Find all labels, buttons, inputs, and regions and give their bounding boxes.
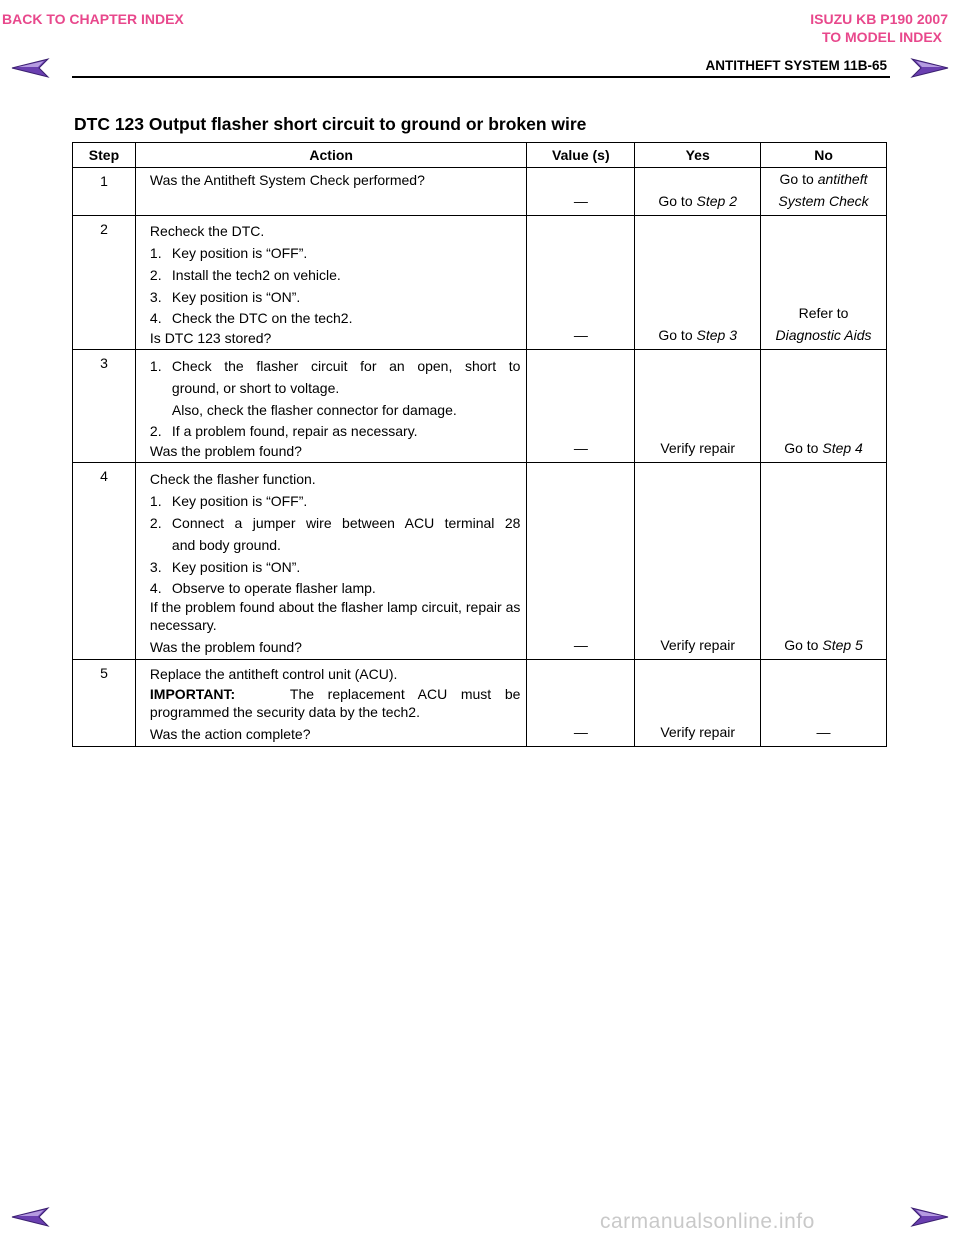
list-text: Key position is “ON”. — [171, 289, 301, 305]
back-to-chapter-index-link[interactable]: BACK TO CHAPTER INDEX — [2, 11, 184, 27]
yes-cell: Verify repair — [635, 463, 761, 660]
important-text: The replacement ACU must be programmed the security data by the tech2. — [149, 686, 521, 720]
list-text: Connect a jumper wire between ACU terminal 28 — [171, 515, 521, 531]
header-no: No — [761, 143, 887, 168]
list-number: 4. — [149, 580, 162, 596]
table-row-step-5 — [73, 660, 887, 747]
value-cell: — — [527, 660, 635, 747]
yes-cell: Verify repair — [635, 350, 761, 463]
no-cell — [761, 168, 887, 216]
list-text: Check the DTC on the tech2. — [171, 310, 353, 326]
model-title-link[interactable]: ISUZU KB P190 2007 — [810, 11, 948, 27]
step-number: 2 — [73, 216, 136, 350]
list-item — [150, 355, 521, 377]
no-step-link[interactable]: Step 4 — [822, 440, 863, 456]
no-prefix: Go to — [779, 171, 818, 187]
header-divider — [72, 76, 890, 78]
list-item — [150, 490, 521, 512]
list-item — [150, 264, 521, 286]
table-row-step-1 — [73, 168, 887, 216]
header-yes: Yes — [635, 143, 761, 168]
list-text: If a problem found, repair as necessary. — [171, 423, 418, 439]
list-number: 3. — [149, 289, 162, 305]
yes-prefix: Go to — [658, 327, 697, 343]
diagnostic-table — [72, 142, 887, 747]
list-number: 3. — [149, 559, 162, 575]
no-text: Refer to — [798, 305, 849, 321]
action-question: Was the problem found? — [149, 639, 302, 655]
table-row-step-4 — [73, 463, 887, 660]
header-value: Value (s) — [527, 143, 635, 168]
list-text-continued: Also, check the flasher connector for damage. — [171, 402, 457, 418]
step-number: 4 — [73, 463, 136, 660]
action-question: Was the action complete? — [149, 726, 311, 742]
step-number: 1 — [73, 168, 136, 216]
list-item — [150, 308, 521, 328]
list-item — [150, 512, 521, 534]
no-prefix: Go to — [784, 440, 823, 456]
list-text: Install the tech2 on vehicle. — [171, 267, 341, 283]
action-cell — [135, 660, 527, 747]
list-text: Observe to operate flasher lamp. — [171, 580, 376, 596]
step-number: 3 — [73, 350, 136, 463]
yes-cell — [635, 216, 761, 350]
list-text: Key position is “ON”. — [171, 559, 301, 575]
no-cell — [761, 463, 887, 660]
next-page-arrow-icon-bottom[interactable] — [910, 1206, 950, 1228]
important-note — [150, 685, 521, 721]
action-cell — [135, 350, 527, 463]
action-question: Was the Antitheft System Check performed? — [149, 172, 425, 188]
action-question: Is DTC 123 stored? — [149, 330, 272, 346]
no-ref-link[interactable]: Diagnostic Aids — [775, 327, 872, 343]
no-step-link[interactable]: Step 5 — [822, 637, 863, 653]
no-cell — [761, 350, 887, 463]
important-label: IMPORTANT: — [149, 686, 236, 702]
no-ref-link-line1[interactable]: antitheft — [817, 171, 868, 187]
table-row-step-2 — [73, 216, 887, 350]
list-item — [150, 286, 521, 308]
list-text: Key position is “OFF”. — [171, 245, 308, 261]
list-number: 1. — [149, 493, 162, 509]
yes-step-link[interactable]: Step 3 — [696, 327, 737, 343]
header-action: Action — [135, 143, 527, 168]
list-text: Key position is “OFF”. — [171, 493, 308, 509]
previous-page-arrow-icon[interactable] — [10, 57, 50, 79]
no-cell: — — [761, 660, 887, 747]
table-header-row — [73, 143, 887, 168]
list-item — [150, 242, 521, 264]
action-cell — [135, 168, 527, 216]
no-ref-link-line2[interactable]: System Check — [778, 193, 869, 209]
section-page-header: ANTITHEFT SYSTEM 11B-65 — [705, 58, 887, 73]
value-cell: — — [527, 463, 635, 660]
yes-cell — [635, 168, 761, 216]
value-cell: — — [527, 350, 635, 463]
action-cell — [135, 216, 527, 350]
value-cell: — — [527, 216, 635, 350]
action-note: If the problem found about the flasher lamp circuit, repair as necessary. — [149, 599, 521, 633]
no-cell — [761, 216, 887, 350]
yes-prefix: Go to — [658, 193, 697, 209]
next-page-arrow-icon[interactable] — [910, 57, 950, 79]
to-model-index-link[interactable]: TO MODEL INDEX — [821, 29, 942, 45]
list-number: 4. — [149, 310, 162, 326]
no-prefix: Go to — [784, 637, 823, 653]
action-cell — [135, 463, 527, 660]
list-text: Check the flasher circuit for an open, short to — [171, 358, 521, 374]
previous-page-arrow-icon-bottom[interactable] — [10, 1206, 50, 1228]
dtc-title: DTC 123 Output flasher short circuit to ground or broken wire — [74, 114, 587, 134]
list-text-continued: and body ground. — [171, 537, 281, 553]
list-item — [150, 421, 521, 441]
watermark-text: carmanualsonline.info — [600, 1210, 815, 1233]
action-intro: Check the flasher function. — [149, 471, 316, 487]
action-intro: Recheck the DTC. — [149, 223, 265, 239]
list-number: 2. — [149, 515, 162, 531]
list-number: 1. — [149, 358, 162, 374]
header-step: Step — [73, 143, 136, 168]
step-number: 5 — [73, 660, 136, 747]
yes-cell: Verify repair — [635, 660, 761, 747]
list-number: 2. — [149, 267, 162, 283]
list-item — [150, 578, 521, 598]
value-cell: — — [527, 168, 635, 216]
yes-step-link[interactable]: Step 2 — [696, 193, 737, 209]
list-text-continued: ground, or short to voltage. — [171, 380, 340, 396]
list-item — [150, 556, 521, 578]
list-number: 2. — [149, 423, 162, 439]
table-row-step-3 — [73, 350, 887, 463]
action-question: Was the problem found? — [149, 443, 302, 459]
list-number: 1. — [149, 245, 162, 261]
action-intro: Replace the antitheft control unit (ACU). — [149, 666, 398, 682]
